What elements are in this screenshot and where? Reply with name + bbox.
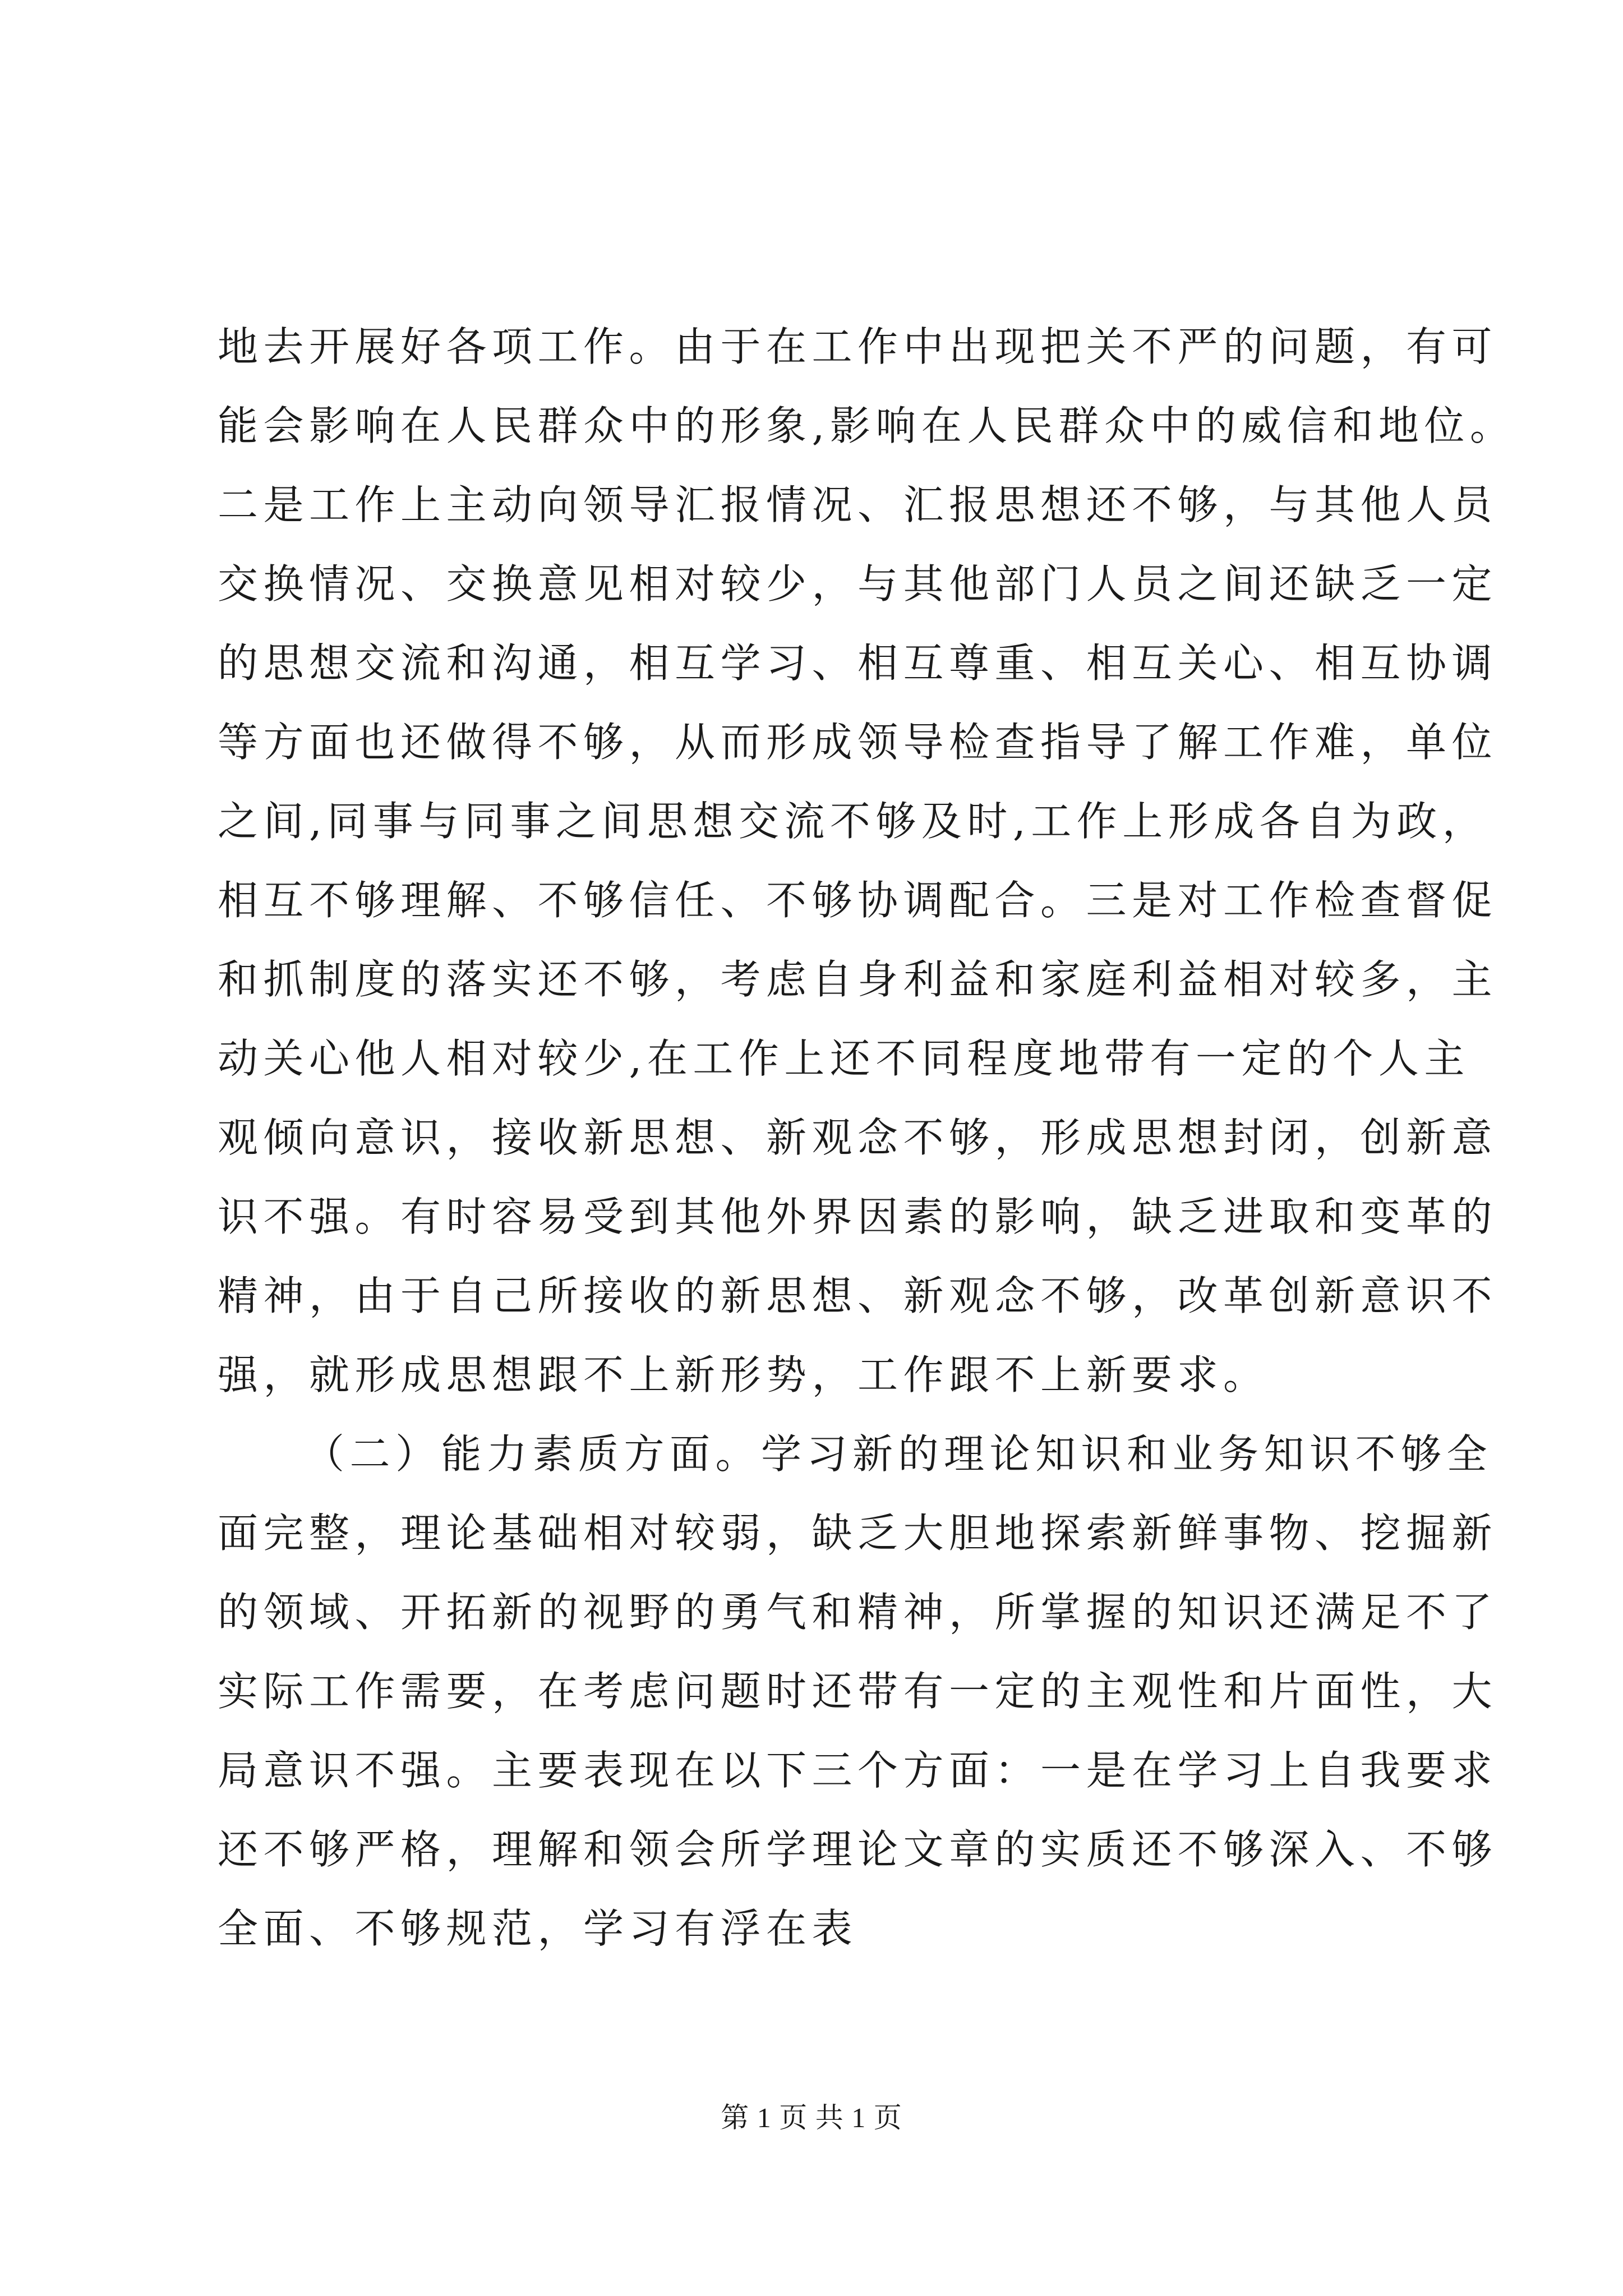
text-line: 识不强。有时容易受到其他外界因素的影响，缺乏进取和变革的: [218, 1193, 1498, 1240]
text-line: 全面、不够规范，学习有浮在表: [218, 1905, 858, 1952]
text-line: 观倾向意识，接收新思想、新观念不够，形成思想封闭，创新意: [218, 1114, 1498, 1161]
text-line: （二）能力素质方面。学习新的理论知识和业务知识不够全: [304, 1430, 1493, 1478]
text-line: 相互不够理解、不够信任、不够协调配合。三是对工作检查督促: [218, 877, 1498, 924]
text-line: 强，就形成思想跟不上新形势，工作跟不上新要求。: [218, 1351, 1269, 1398]
text-line: 等方面也还做得不够，从而形成领导检查指导了解工作难，单位: [218, 719, 1498, 766]
text-line: 还不够严格，理解和领会所学理论文章的实质还不够深入、不够: [218, 1826, 1498, 1873]
text-line: 的领域、开拓新的视野的勇气和精神，所掌握的知识还满足不了: [218, 1589, 1498, 1636]
text-line: 的思想交流和沟通，相互学习、相互尊重、相互关心、相互协调: [218, 639, 1498, 687]
text-line: 面完整，理论基础相对较弱，缺乏大胆地探索新鲜事物、挖掘新: [218, 1510, 1498, 1557]
document-body: [218, 307, 1516, 1968]
text-line: 地去开展好各项工作。由于在工作中出现把关不严的问题，有可: [218, 323, 1498, 370]
text-line: 能会影响在人民群众中的形象,影响在人民群众中的威信和地位。: [218, 402, 1516, 449]
text-line: 精神，由于自己所接收的新思想、新观念不够，改革创新意识不: [218, 1272, 1498, 1319]
page-footer: 第 1 页 共 1 页: [721, 2102, 902, 2133]
text-line: 交换情况、交换意见相对较少，与其他部门人员之间还缺乏一定: [218, 560, 1498, 608]
text-line: 二是工作上主动向领导汇报情况、汇报思想还不够，与其他人员: [218, 481, 1498, 528]
text-line: 和抓制度的落实还不够，考虑自身利益和家庭利益相对较多，主: [218, 956, 1498, 1003]
text-line: 局意识不强。主要表现在以下三个方面：一是在学习上自我要求: [218, 1747, 1498, 1794]
text-line: 动关心他人相对较少,在工作上还不同程度地带有一定的个人主: [218, 1035, 1470, 1082]
text-line: 之间,同事与同事之间思想交流不够及时,工作上形成各自为政，: [218, 798, 1488, 845]
text-line: 实际工作需要，在考虑问题时还带有一定的主观性和片面性，大: [218, 1668, 1498, 1715]
